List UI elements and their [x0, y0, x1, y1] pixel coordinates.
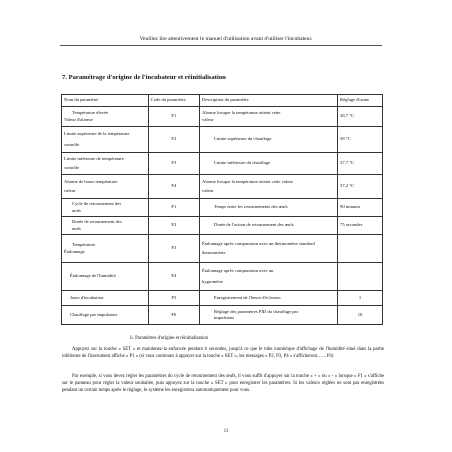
column-header: Réglage d'usine — [338, 95, 383, 107]
param-name-cont: Valeur d'alarme — [64, 116, 93, 122]
param-desc-cell — [200, 107, 338, 127]
factory-value: 37,7 °C — [338, 153, 383, 175]
param-code: F5 — [148, 291, 199, 306]
param-code: F1 — [148, 107, 199, 127]
param-name: Cycle de retournement des — [72, 201, 122, 207]
header-divider — [60, 45, 382, 46]
param-name-cell — [62, 153, 149, 175]
param-code: F2 — [148, 217, 199, 235]
param-desc-cont: hygromètre — [202, 278, 224, 284]
param-name-cont: valeur — [64, 188, 76, 193]
param-desc: Limite supérieure du chauffage — [200, 127, 338, 153]
param-name-cont: Étalonnage — [64, 248, 85, 254]
param-name: Alarme de basse température — [64, 178, 118, 184]
factory-value: 90 minutes — [338, 199, 383, 217]
param-desc: Réglage des paramètres PID du chauffage par — [214, 308, 299, 314]
factory-value: 38 °C — [338, 127, 383, 153]
table-row — [62, 199, 383, 217]
param-desc-cont: thermomètre — [202, 249, 226, 255]
factory-value — [338, 235, 383, 263]
table-row — [62, 235, 383, 263]
table-row — [62, 175, 383, 199]
param-name: Durée de retournement des — [72, 219, 122, 225]
param-code: F2 — [148, 127, 199, 153]
param-desc: Alarme lorsque la température atteint cette valeur — [202, 178, 294, 184]
param-code: F6 — [148, 306, 199, 325]
factory-value: 38,7 °C — [338, 107, 383, 127]
factory-value: 75 secondes — [338, 217, 383, 235]
body-paragraph: Appuyez sur la touche « SET » et maintenez-la enfoncée pendant 6 secondes, jusqu'à ce que le tube numérique d'affichage de l'humidité situé dans la partie inférieure de l'instrument affiche « P1 » (si vous continuez à appuyer sur la touche « SET », les messages « P2, P3, P4 » s'afficheront……F6) — [62, 347, 384, 360]
factory-value — [338, 263, 383, 291]
param-code: F1 — [148, 199, 199, 217]
page-header: Veuillez lire attentivement le manuel d'utilisation avant d'utiliser l'incubateur. — [139, 36, 313, 42]
param-desc: Limite inférieure du chauffage — [200, 153, 338, 175]
column-header: Nom du paramètre — [62, 95, 149, 107]
param-name-cell — [62, 107, 149, 127]
param-desc: Alarme lorsque la température atteint cette — [202, 110, 281, 116]
param-desc-cell — [200, 235, 338, 263]
param-name: Jours d'incubation — [62, 291, 149, 306]
param-name-cell — [62, 175, 149, 199]
param-name: Limite inférieure de température — [64, 155, 124, 161]
param-name: Étalonnage de l'humidité — [62, 263, 149, 291]
param-name-cont: œufs — [72, 207, 81, 213]
param-desc-cont: impulsions — [214, 315, 235, 320]
table-row — [62, 127, 383, 153]
param-desc: Durée de l'action de retournement des œufs — [200, 217, 338, 235]
table-row — [62, 107, 383, 127]
param-code: F3 — [148, 235, 199, 263]
param-code: F3 — [148, 153, 199, 175]
param-name: Chauffage par impulsions — [62, 306, 149, 325]
param-desc: Enregistrement de l'heure d'éclosion — [200, 291, 338, 306]
table-row — [62, 291, 383, 306]
param-name-cell — [62, 199, 149, 217]
param-desc-cell — [200, 306, 338, 325]
param-name-cell — [62, 127, 149, 153]
param-name-cell — [62, 235, 149, 263]
table-row — [62, 263, 383, 291]
table-row — [62, 306, 383, 325]
table-row — [62, 217, 383, 235]
param-name: Limite supérieure de la température — [64, 130, 130, 136]
param-code: F4 — [148, 175, 199, 199]
page-number: 11 — [223, 429, 229, 434]
param-desc: Étalonnage après comparaison avec un thermomètre standard — [202, 241, 315, 247]
param-desc-cont: valeur — [202, 116, 214, 122]
param-desc-cell — [200, 175, 338, 199]
factory-value: 37,2 °C — [338, 175, 383, 199]
param-code: F4 — [148, 263, 199, 291]
param-desc: Temps entre les retournements des œufs — [200, 199, 338, 217]
table-header-row — [62, 95, 383, 107]
parameter-table — [61, 94, 383, 325]
sub-heading: ii. Paramètres d'origine et réinitialisation — [130, 336, 208, 341]
factory-value: 10 — [338, 306, 383, 325]
param-desc: Étalonnage après comparaison avec un — [202, 268, 274, 274]
column-header: Description du paramètre — [200, 95, 338, 107]
section-title: 7. Paramétrage d'origine de l'incubateur et réinitialisation — [62, 74, 226, 81]
param-name: Température — [72, 242, 96, 248]
body-paragraph: Par exemple, si vous devez régler les paramètres du cycle de retournement des œufs, il vous suffit d'appuyer sur la touche « + » ou « - » lorsque « F1 » s'affiche sur le panneau pour régler la valeur souhaitée, puis appuyez sur la touche « SET » pour enregistrer les paramètres. Si les valeurs réglées ne sont pas enregistrées pendant un certain temps après le réglage, le système les enregistrera automatiquement pour vous. — [62, 374, 384, 394]
param-name-cont: œufs — [72, 225, 81, 231]
column-header: Code du paramètre — [148, 95, 199, 107]
param-name-cell — [62, 217, 149, 235]
param-name-cont: contrôle — [64, 165, 80, 170]
table-row — [62, 153, 383, 175]
param-name-cont: contrôle — [64, 142, 80, 147]
param-desc-cont: valeur — [202, 188, 214, 193]
factory-value: 1 — [338, 291, 383, 306]
param-desc-cell — [200, 263, 338, 291]
param-name: Température élevée — [72, 110, 109, 116]
